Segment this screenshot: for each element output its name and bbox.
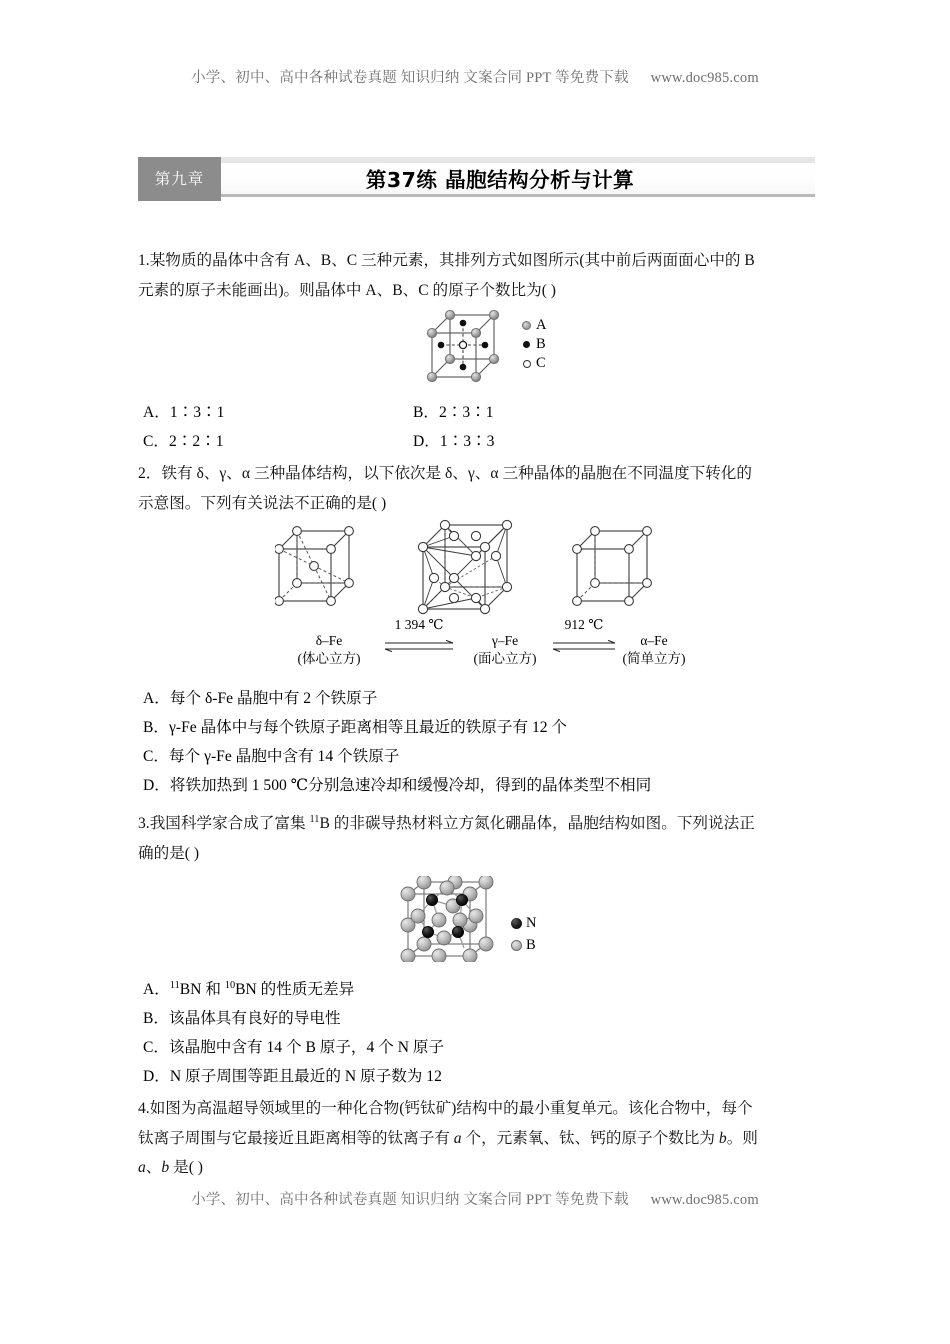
question-3-option-c bbox=[143, 1033, 823, 1063]
legend-label-b2: B bbox=[526, 936, 536, 953]
gamma-fe-caption bbox=[455, 632, 555, 668]
header-watermark-text: 小学、初中、高中各种试卷真题 知识归纳 文案合同 PPT 等免费下载 bbox=[191, 70, 629, 86]
question-4-variable-a: a bbox=[453, 1129, 462, 1147]
question-2-option-b-text: γ-Fe 晶体中与每个铁原子距离相等且最近的铁原子有 12 个 bbox=[169, 719, 568, 736]
question-2-transformation-scheme bbox=[275, 617, 690, 672]
legend-item-b bbox=[520, 335, 546, 354]
filled-gray-sphere-icon bbox=[520, 321, 533, 330]
question-4-stem bbox=[138, 1094, 814, 1183]
question-1-option-b bbox=[413, 398, 494, 428]
question-1-option-b-text: 2∶3∶1 bbox=[439, 404, 494, 421]
temperature-label-2: 912 ℃ bbox=[564, 617, 604, 632]
question-3-stem bbox=[138, 809, 814, 868]
question-3-option-b bbox=[143, 1004, 823, 1034]
legend-item-n bbox=[510, 912, 536, 934]
question-1-option-a-text: 1∶3∶1 bbox=[169, 404, 225, 421]
chapter-banner bbox=[138, 157, 815, 201]
question-4-stem-line-3 bbox=[138, 1153, 814, 1183]
open-circle-icon bbox=[520, 360, 533, 368]
question-1-options-row-2 bbox=[143, 427, 819, 457]
question-3-figure bbox=[398, 876, 588, 962]
question-1-option-d-text: 1∶3∶3 bbox=[439, 433, 495, 450]
question-4-stem-line-2-b: 个，元素氧、钛、钙的原子个数比为 bbox=[461, 1129, 719, 1147]
footer-watermark bbox=[0, 1188, 950, 1209]
question-1-option-d-key: D． bbox=[413, 433, 440, 450]
question-3-option-a bbox=[143, 975, 823, 1005]
boron-nitride-cell-svg bbox=[398, 876, 588, 962]
question-1-stem-line-1: 1.某物质的晶体中含有 A、B、C 三种元素，其排列方式如图所示(其中前后两面面心中的 B bbox=[138, 252, 755, 269]
question-2-option-c-text: 每个 γ-Fe 晶胞中含有 14 个铁原子 bbox=[169, 748, 400, 765]
question-2-option-c bbox=[143, 742, 823, 772]
question-4-variable-b-2: b bbox=[161, 1159, 170, 1176]
question-4-stem-line-2 bbox=[138, 1124, 814, 1154]
question-1-options-row-1 bbox=[143, 398, 819, 428]
question-1-stem-line-2: 元素的原子未能画出)。则晶体中 A、B、C 的原子个数比为( ) bbox=[138, 281, 556, 299]
question-3-option-b-key: B． bbox=[143, 1010, 169, 1027]
question-1-option-d bbox=[413, 427, 494, 457]
question-3-stem-line-2: 确的是( ) bbox=[138, 844, 200, 862]
question-3-option-d bbox=[143, 1062, 823, 1092]
question-2-option-a-key: A． bbox=[143, 690, 170, 707]
question-1-option-c-text: 2∶2∶1 bbox=[169, 433, 224, 450]
legend-item-c bbox=[520, 354, 546, 373]
question-2-stem-line-1: 2．铁有 δ、γ、α 三种晶体结构，以下依次是 δ、γ、α 三种晶体的晶胞在不同温度下转化的 bbox=[138, 465, 752, 482]
question-4-stem-line-3-end: 是( ) bbox=[169, 1159, 203, 1176]
question-2-stem-line-2: 示意图。下列有关说法不正确的是( ) bbox=[138, 494, 387, 512]
legend-label-c: C bbox=[536, 355, 546, 371]
delta-fe-label: δ–Fe bbox=[315, 633, 343, 648]
legend-item-a bbox=[520, 316, 546, 335]
gamma-fe-label: γ–Fe bbox=[491, 633, 519, 648]
delta-fe-sublabel: (体心立方) bbox=[297, 651, 361, 666]
question-2-figure bbox=[275, 517, 685, 627]
question-2-option-a-text: 每个 δ-Fe 晶胞中有 2 个铁原子 bbox=[169, 690, 378, 707]
question-1-stem bbox=[138, 246, 814, 305]
legend-item-b2 bbox=[510, 934, 536, 956]
footer-watermark-url: www.doc985.com bbox=[650, 1192, 759, 1208]
question-1-legend bbox=[520, 316, 546, 373]
question-2-stem bbox=[138, 459, 814, 518]
question-3-option-c-text: 该晶胞中含有 14 个 B 原子，4 个 N 原子 bbox=[169, 1039, 445, 1056]
question-1-option-c-key: C． bbox=[143, 433, 169, 450]
question-3-option-c-key: C． bbox=[143, 1039, 169, 1056]
header-watermark-url: www.doc985.com bbox=[650, 70, 759, 86]
legend-label-a: A bbox=[536, 317, 547, 333]
filled-black-dot-icon bbox=[520, 341, 533, 348]
question-2-option-d-text: 将铁加热到 1 500 ℃分别急速冷却和缓慢冷却，得到的晶体类型不相同 bbox=[169, 777, 652, 794]
question-4-stem-line-1: 4.如图为高温超导领域里的一种化合物(钙钛矿)结构中的最小重复单元。该化合物中，每个 bbox=[138, 1100, 753, 1117]
question-3-legend bbox=[510, 912, 536, 956]
alpha-fe-label: α–Fe bbox=[640, 633, 668, 648]
question-2-option-d-key: D． bbox=[143, 777, 170, 794]
iron-cells-svg bbox=[275, 517, 685, 627]
alpha-fe-cell bbox=[573, 527, 652, 606]
page-title: 第37练 晶胞结构分析与计算 bbox=[365, 168, 635, 192]
header-watermark bbox=[0, 66, 950, 87]
question-4-variable-a-2: a bbox=[138, 1159, 146, 1176]
temperature-label-1: 1 394 ℃ bbox=[394, 617, 444, 632]
question-3-option-d-key: D． bbox=[143, 1068, 170, 1085]
question-1-option-b-key: B． bbox=[413, 404, 439, 421]
dark-sphere-icon bbox=[510, 918, 523, 929]
gamma-fe-sublabel: (面心立方) bbox=[473, 651, 537, 666]
question-1-option-a-key: A． bbox=[143, 404, 170, 421]
alpha-fe-caption bbox=[615, 632, 693, 668]
question-4-stem-line-3-mid: 、 bbox=[145, 1159, 162, 1176]
question-3-stem-line-1 bbox=[138, 809, 814, 839]
question-2-option-a bbox=[143, 684, 823, 714]
question-3-stem-post: B 的非碳导热材料立方氮化硼晶体，晶胞结构如图。下列说法正 bbox=[319, 815, 755, 832]
gamma-fe-cell bbox=[418, 520, 511, 613]
question-4-stem-line-2-c: 。则 bbox=[726, 1129, 758, 1147]
question-2-option-c-key: C． bbox=[143, 748, 169, 765]
light-sphere-icon bbox=[510, 940, 523, 951]
question-2-option-d bbox=[143, 771, 823, 801]
question-3-option-a-sup1: 11 bbox=[169, 979, 180, 991]
question-3-option-a-text-1: BN 和 bbox=[179, 981, 225, 998]
question-2-option-b-key: B． bbox=[143, 719, 169, 736]
question-1-figure bbox=[424, 307, 624, 393]
question-3-stem-pre: 3.我国科学家合成了富集 bbox=[138, 815, 310, 832]
question-4-stem-line-2-a: 钛离子周围与它最接近且距离相等的钛离子有 bbox=[138, 1129, 454, 1147]
delta-fe-caption bbox=[275, 632, 383, 668]
question-3-isotope-superscript: 11 bbox=[309, 813, 320, 825]
chapter-badge: 第九章 bbox=[138, 157, 221, 201]
question-3-option-a-key: A． bbox=[143, 981, 170, 998]
delta-fe-cell bbox=[275, 527, 353, 606]
question-3-option-a-sup2: 10 bbox=[224, 979, 236, 991]
question-2-option-b bbox=[143, 713, 823, 743]
question-3-option-d-text: N 原子周围等距且最近的 N 原子数为 12 bbox=[169, 1068, 442, 1085]
legend-label-b: B bbox=[536, 336, 546, 352]
question-3-option-b-text: 该晶体具有良好的导电性 bbox=[169, 1010, 341, 1027]
question-4-variable-b: b bbox=[718, 1129, 727, 1147]
alpha-fe-sublabel: (简单立方) bbox=[622, 651, 686, 666]
question-3-option-a-text-2: BN 的性质无差异 bbox=[235, 981, 355, 998]
legend-label-n: N bbox=[526, 914, 537, 931]
footer-watermark-text: 小学、初中、高中各种试卷真题 知识归纳 文案合同 PPT 等免费下载 bbox=[191, 1192, 629, 1208]
